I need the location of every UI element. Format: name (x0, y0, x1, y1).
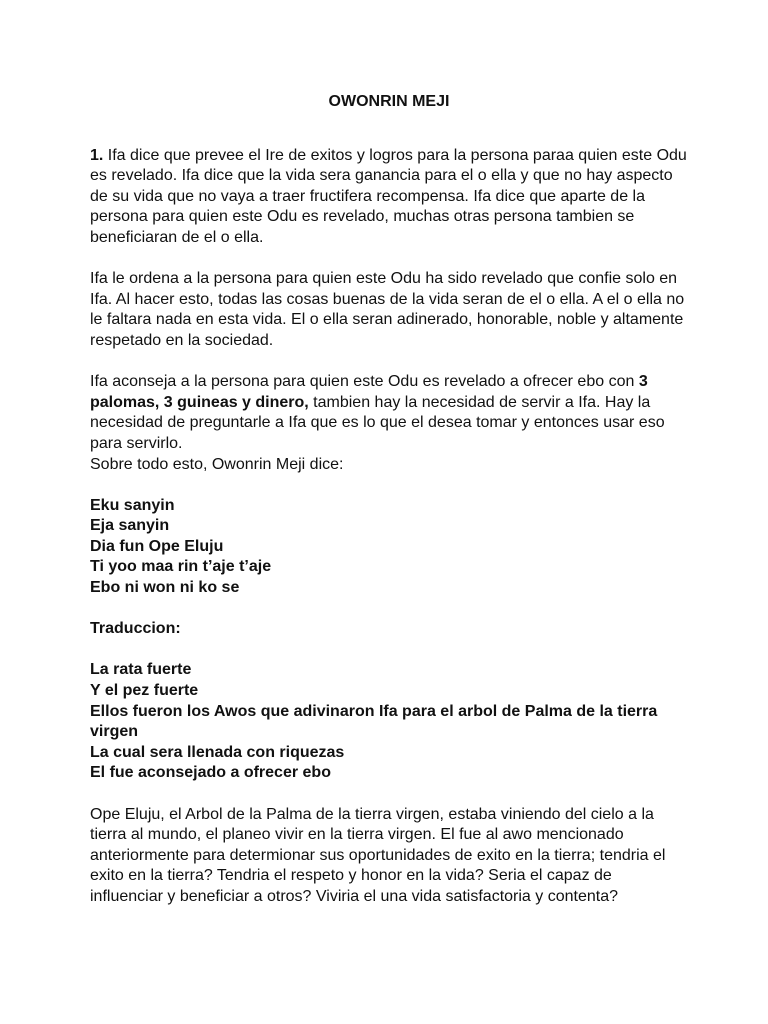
paragraph-1-number: 1. (90, 146, 104, 164)
translation-line: Ellos fueron los Awos que adivinaron Ifa para el arbol de Palma de la tierra virgen (90, 702, 658, 741)
translation-heading: Traduccion: (90, 620, 181, 638)
paragraph-3 (90, 372, 688, 475)
paragraph-2: Ifa le ordena a la persona para quien este Odu ha sido revelado que confie solo en Ifa. Al hacer esto, todas las cosas buenas de la vida seran de el o ella. A el o ella no le faltara nada en esta vida. El o ella seran adinerado, honorable, noble y altamente respetado en la sociedad. (90, 270, 685, 349)
verse-line: Ebo ni won ni ko se (90, 579, 240, 597)
paragraph-4: Ope Eluju, el Arbol de la Palma de la tierra virgen, estaba viniendo del cielo a la tierra al mundo, el planeo vivir en la tierra virgen. El fue al awo mencionado anteriormente para determionar sus oportunidades de exito en la tierra; tendria el exito en la tierra? Tendria el respeto y honor en la vida? Seria el capaz de influenciar y beneficiar a otros? Viviria el una vida satisfactoria y contenta? (90, 805, 666, 905)
verse-line: Dia fun Ope Eluju (90, 537, 224, 555)
paragraph-3-closing: Sobre todo esto, Owonrin Meji dice: (90, 455, 344, 473)
translation-block (90, 660, 688, 784)
translation-line: El fue aconsejado a ofrecer ebo (90, 764, 331, 782)
translation-line: La cual sera llenada con riquezas (90, 743, 345, 761)
paragraph-3-text-a: Ifa aconseja a la persona para quien este Odu es revelado a ofrecer ebo con (90, 373, 639, 391)
verse-block (90, 496, 688, 599)
verse-line: Ti yoo maa rin t’aje t’aje (90, 558, 272, 576)
paragraph-1-text: Ifa dice que prevee el Ire de exitos y logros para la persona paraa quien este Odu es revelado. Ifa dice que la vida sera ganancia para el o ella y que no hay aspecto de su vida que no vaya a traer fructifera recompensa. Ifa dice que aparte de la persona para quien este Odu es revelado, muchas otras persona tambien se beneficiaran de el o ella. (90, 146, 687, 246)
translation-line: La rata fuerte (90, 661, 192, 679)
document-title: OWONRIN MEJI (328, 93, 450, 110)
verse-line: Eja sanyin (90, 517, 170, 535)
paragraph-1 (90, 146, 688, 249)
translation-line: Y el pez fuerte (90, 682, 199, 700)
paragraph-3-text-b: tambien hay la necesidad de servir a Ifa. Hay la necesidad de preguntarle a Ifa que es lo que el desea tomar y entonces usar eso para servirlo. (90, 393, 665, 452)
verse-line: Eku sanyin (90, 496, 175, 514)
paragraph-3-offerings: 3 palomas, 3 guineas y dinero, (90, 373, 648, 411)
